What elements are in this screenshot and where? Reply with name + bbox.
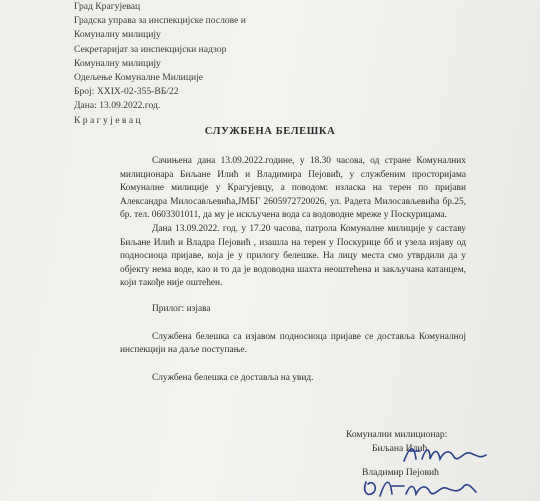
handwritten-signature-1 (400, 441, 490, 467)
document-number: Број: XXIX-02-355-ВБ/22 (74, 86, 179, 98)
signature-name-1: Биљана Илић (372, 442, 428, 454)
paragraph: Службена белешка са изјавом подносиоца пријаве се доставља Комуналној инспекцији на даље поступање. (120, 331, 466, 356)
paragraph: Сачињена дана 13.09.2022.године, у 18.30 часова, од стране Комуналних милиционара Биљане Илић и Владимира Пејовић, у службеним просторијама Комуналне милиције у Крагујевцу, а поводом: изласка на терен по пријави Александра Милосављевића,ЈМБГ 2605972720026, ул. Радета Милосављевића бр.25, бр. тел. 0603301011, да му је искључена вода са водоводне мреже у Поскурицама. (120, 156, 466, 221)
document-city: К р а г у ј е в а ц (74, 114, 141, 126)
signature-name-2: Владимир Пејовић (362, 467, 439, 478)
signature-role: Комунални милиционар: (346, 429, 448, 440)
header-line: Комуналну милицију (74, 57, 161, 69)
letterhead (74, 0, 246, 128)
header-line: Комуналну милицију (74, 29, 161, 41)
document-title: СЛУЖБЕНА БЕЛЕШКА (204, 126, 336, 137)
header-line: Град Крагујевац (74, 1, 141, 12)
document-body (120, 155, 466, 385)
paragraph: Дана 13.09.2022. год. у 17.20 часова, патрола Комуналне милиције у саставу Биљане Илић и Владра Пејовић , изашла на терен у Поскурице бб и узела изјаву од подносиоца пријаве, која је у прилогу белешке. На лицу места смо утврдили да у објекту нема воде, као и то да је водоводна шахта неоштећена и закључана катанцем, који такође није оштећен. (120, 223, 466, 289)
paragraph: Службена белешка се доставља на увид. (152, 372, 314, 383)
attachment-note: Прилог: изјава (152, 303, 211, 314)
document-date: Дана: 13.09.2022.год. (74, 100, 161, 112)
header-line: Секретаријат за инспекцијски надзор (74, 43, 227, 55)
header-line: Градска управа за инспекцијске послове и (74, 15, 246, 27)
handwritten-signature-2 (360, 474, 480, 501)
header-line: Одељење Комуналне Милиције (74, 72, 204, 84)
